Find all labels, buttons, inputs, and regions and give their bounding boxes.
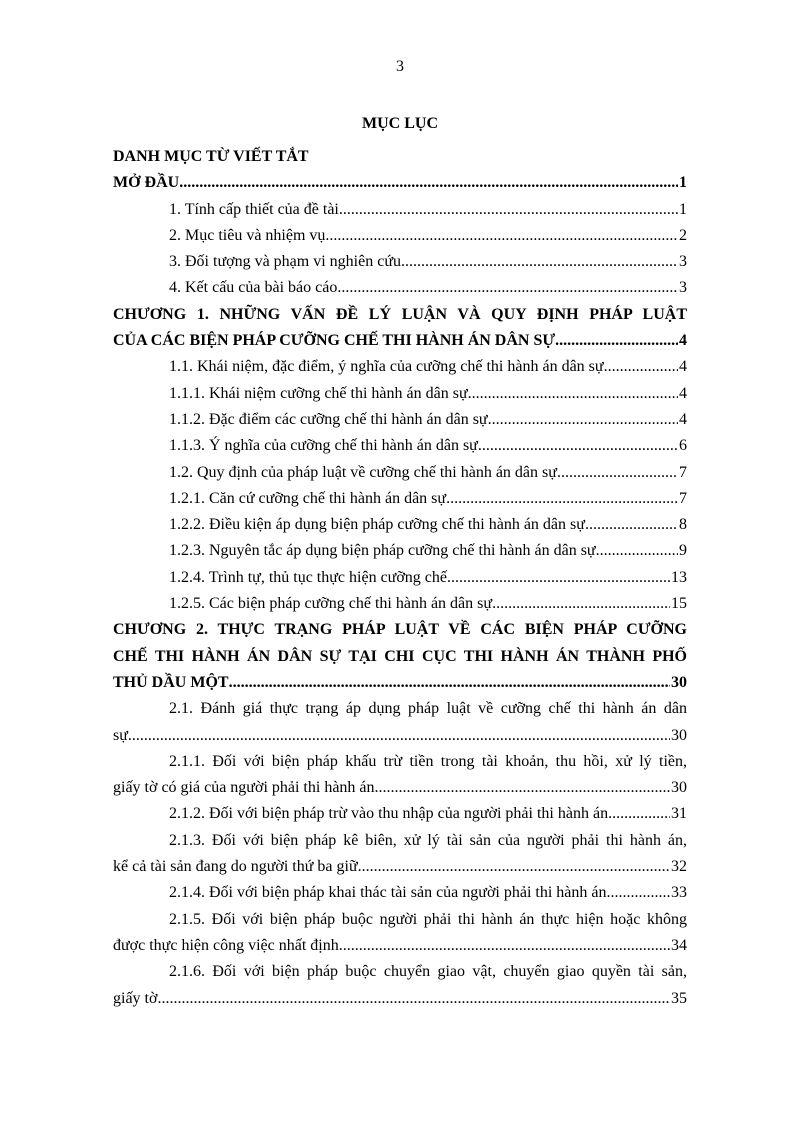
- dot-leader: [157, 986, 670, 1012]
- dot-leader: [401, 249, 678, 275]
- toc-entry[interactable]: [113, 275, 687, 301]
- dot-leader: [604, 354, 678, 380]
- toc-entry[interactable]: [113, 565, 687, 591]
- dot-leader: [375, 775, 670, 801]
- toc-page-number: 7: [679, 463, 687, 481]
- toc-entry-text: CHƯƠNG 2. THỰC TRẠNG PHÁP LUẬT VỀ CÁC BIỆN PHÁP CƯỠNG: [113, 621, 687, 639]
- toc-entry-text: được thực hiện công việc nhất định: [113, 936, 339, 954]
- dot-leader: [325, 223, 678, 249]
- toc-entry-text: THỦ DẦU MỘT: [113, 673, 229, 691]
- dot-leader: [128, 723, 670, 749]
- toc-page-number: 3: [679, 279, 687, 297]
- toc-entry-text: 2.1. Đánh giá thực trạng áp dụng pháp luật về cưỡng chế thi hành án dân: [169, 700, 687, 718]
- toc-entry-text: DANH MỤC TỪ VIẾT TẮT: [113, 148, 309, 165]
- dot-leader: [492, 591, 670, 617]
- toc-entry-text: giấy tờ: [113, 989, 158, 1007]
- toc-entry[interactable]: [113, 407, 687, 433]
- dot-leader: [607, 880, 671, 906]
- toc-entry-text: kể cả tài sản đang do người thứ ba giữ: [113, 858, 358, 876]
- dot-leader: [555, 328, 678, 354]
- toc-entry[interactable]: [113, 538, 687, 564]
- toc-title: MỤC LỤC: [362, 115, 438, 132]
- toc-entry-text: 1.1.3. Ý nghĩa của cưỡng chế thi hành án dân sự: [169, 437, 478, 455]
- toc-page-number: 30: [671, 673, 687, 691]
- toc-entry-text: 1.2.5. Các biện pháp cưỡng chế thi hành án dân sự: [169, 595, 493, 613]
- toc-page-number: 2: [679, 226, 687, 244]
- toc-page-number: 8: [679, 516, 687, 534]
- toc-page-number: 15: [671, 595, 687, 613]
- toc-entry-text: sự: [113, 726, 128, 744]
- table-of-contents: [113, 144, 687, 1012]
- toc-page-number: 4: [679, 410, 687, 428]
- toc-entry-text: 1.2. Quy định của pháp luật về cưỡng chế thi hành án dân sự: [169, 463, 557, 481]
- toc-entry-text: giấy tờ có giá của người phải thi hành án: [113, 779, 375, 797]
- dot-leader: [447, 565, 670, 591]
- toc-entry[interactable]: [113, 696, 687, 749]
- toc-page-number: 1: [679, 174, 687, 192]
- toc-entry[interactable]: [113, 433, 687, 459]
- toc-entry-text: CHẾ THI HÀNH ÁN DÂN SỰ TẠI CHI CỤC THI HÀNH ÁN THÀNH PHỐ: [113, 647, 687, 665]
- toc-entry[interactable]: [113, 801, 687, 827]
- toc-page-number: 30: [671, 779, 687, 797]
- toc-entry[interactable]: [113, 828, 687, 881]
- toc-page-number: 3: [679, 253, 687, 271]
- toc-entry-chapter-1[interactable]: [113, 302, 687, 355]
- dot-leader: [468, 381, 678, 407]
- toc-entry-text: 2.1.1. Đối với biện pháp khấu trừ tiền trong tài khoản, thu hồi, xử lý tiền,: [169, 752, 687, 770]
- dot-leader: [339, 197, 678, 223]
- page-number: 3: [396, 58, 404, 75]
- toc-entry-text: 1.2.1. Căn cứ cưỡng chế thi hành án dân sự: [169, 489, 447, 507]
- toc-entry-text: 1.2.2. Điều kiện áp dụng biện pháp cưỡng chế thi hành án dân sự: [169, 516, 585, 534]
- dot-leader: [478, 433, 678, 459]
- dot-leader: [339, 933, 670, 959]
- toc-page-number: 4: [679, 332, 687, 350]
- toc-entry[interactable]: [113, 591, 687, 617]
- toc-entry[interactable]: [113, 460, 687, 486]
- dot-leader: [446, 486, 678, 512]
- toc-entry-text: 3. Đối tượng và phạm vi nghiên cứu: [169, 253, 401, 271]
- toc-entry-text: 1.2.4. Trình tự, thủ tục thực hiện cưỡng chế: [169, 568, 448, 586]
- toc-entry[interactable]: [113, 880, 687, 906]
- dot-leader: [608, 801, 670, 827]
- toc-entry[interactable]: [113, 197, 687, 223]
- toc-entry-text: CHƯƠNG 1. NHỮNG VẤN ĐỀ LÝ LUẬN VÀ QUY ĐỊNH PHÁP LUẬT: [113, 305, 687, 323]
- toc-entry-text: CỦA CÁC BIỆN PHÁP CƯỠNG CHẾ THI HÀNH ÁN DÂN SỰ: [113, 332, 556, 350]
- toc-entry-abbreviations[interactable]: [113, 144, 687, 170]
- toc-entry-text: 2.1.2. Đối với biện pháp trừ vào thu nhập của người phải thi hành án: [169, 805, 609, 823]
- toc-entry-text: 2.1.4. Đối với biện pháp khai thác tài sản của người phải thi hành án: [169, 884, 607, 902]
- toc-page-number: 13: [671, 568, 687, 586]
- toc-entry-text: 1.2.3. Nguyên tắc áp dụng biện pháp cưỡng chế thi hành án dân sự: [169, 542, 596, 560]
- toc-entry-introduction[interactable]: [113, 170, 687, 196]
- dot-leader: [488, 407, 678, 433]
- toc-entry[interactable]: [113, 486, 687, 512]
- toc-page-number: 33: [671, 884, 687, 902]
- toc-page-number: 35: [671, 989, 687, 1007]
- toc-page-number: 4: [679, 358, 687, 376]
- toc-entry-text: 1.1.1. Khái niệm cưỡng chế thi hành án dân sự: [169, 384, 468, 402]
- toc-entry-text: 1.1. Khái niệm, đặc điểm, ý nghĩa của cưỡng chế thi hành án dân sự: [169, 358, 604, 376]
- toc-page-number: 9: [679, 542, 687, 560]
- dot-leader: [585, 512, 678, 538]
- toc-entry-text: 2. Mục tiêu và nhiệm vụ: [169, 226, 326, 244]
- toc-entry-text: 2.1.6. Đối với biện pháp buộc chuyển giao vật, chuyển giao quyền tài sản,: [169, 963, 687, 981]
- dot-leader: [337, 275, 678, 301]
- toc-page-number: 1: [679, 200, 687, 218]
- toc-entry[interactable]: [113, 354, 687, 380]
- toc-entry-text: 4. Kết cấu của bài báo cáo: [169, 279, 338, 297]
- toc-page-number: 31: [671, 805, 687, 823]
- dot-leader: [557, 460, 678, 486]
- dot-leader: [179, 170, 678, 196]
- dot-leader: [596, 538, 678, 564]
- toc-page-number: 34: [671, 936, 687, 954]
- dot-leader: [229, 670, 670, 696]
- toc-entry-text: 1.1.2. Đặc điểm các cưỡng chế thi hành án dân sự: [169, 410, 488, 428]
- toc-page-number: 30: [671, 726, 687, 744]
- toc-entry[interactable]: [113, 381, 687, 407]
- toc-entry[interactable]: [113, 907, 687, 960]
- toc-entry[interactable]: [113, 959, 687, 1012]
- toc-entry-text: MỞ ĐẦU: [113, 174, 180, 192]
- toc-page-number: 32: [671, 858, 687, 876]
- toc-entry-text: 2.1.5. Đối với biện pháp buộc người phải thi hành án thực hiện hoặc không: [169, 910, 687, 928]
- toc-page-number: 6: [679, 437, 687, 455]
- toc-entry[interactable]: [113, 749, 687, 802]
- toc-entry[interactable]: [113, 249, 687, 275]
- dot-leader: [358, 854, 670, 880]
- toc-page-number: 7: [679, 489, 687, 507]
- toc-entry-chapter-2[interactable]: [113, 617, 687, 696]
- toc-entry[interactable]: [113, 512, 687, 538]
- toc-page-number: 4: [679, 384, 687, 402]
- toc-entry-text: 2.1.3. Đối với biện pháp kê biên, xử lý tài sản của người phải thi hành án,: [169, 831, 687, 849]
- toc-entry-text: 1. Tính cấp thiết của đề tài: [169, 200, 339, 218]
- toc-entry[interactable]: [113, 223, 687, 249]
